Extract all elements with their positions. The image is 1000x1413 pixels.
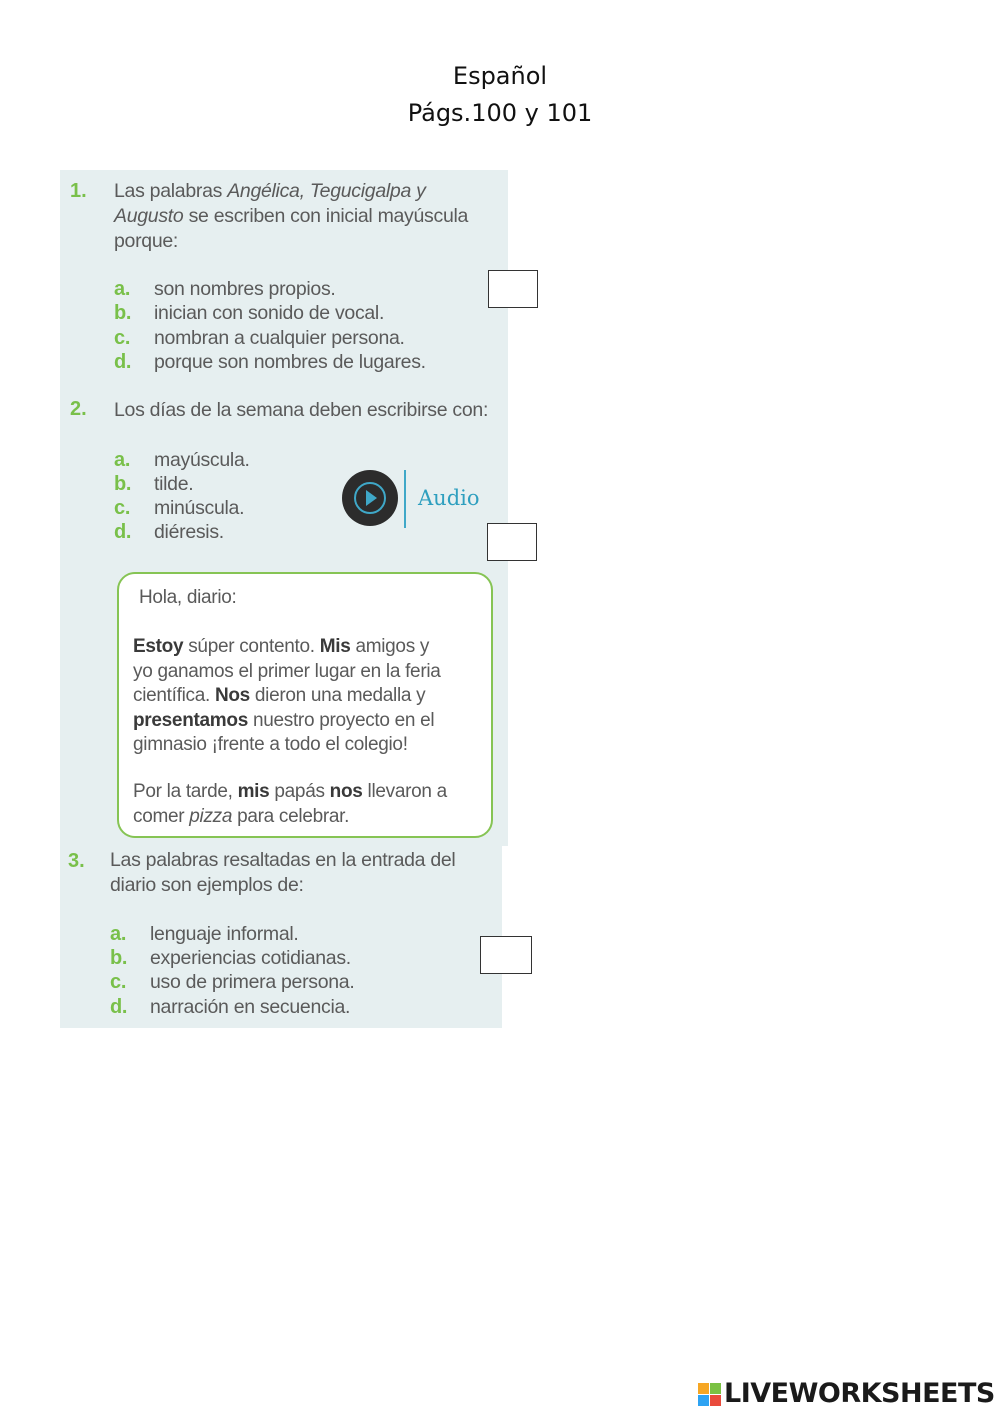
q2-option-c: c. minúscula. bbox=[114, 497, 245, 519]
question-3-text: Las palabras resaltadas en la entrada del diario son ejemplos de: bbox=[110, 849, 456, 896]
question-2-number: 2. bbox=[70, 398, 87, 420]
logo-square-2 bbox=[710, 1383, 721, 1394]
q3-option-a: a. lenguaje informal. bbox=[110, 923, 299, 945]
q2-option-a: a. mayúscula. bbox=[114, 449, 250, 471]
q1-option-d: d. porque son nombres de lugares. bbox=[114, 351, 426, 373]
q3-answer-input[interactable] bbox=[480, 936, 532, 974]
q2-answer-input[interactable] bbox=[487, 523, 537, 561]
question-1-text: Las palabras Angélica, Tegucigalpa y Augusto se escriben con inicial mayúscula porque: bbox=[114, 180, 469, 252]
pages-subtitle: Págs.100 y 101 bbox=[407, 99, 593, 127]
audio-player[interactable] bbox=[342, 470, 492, 528]
name-angelica: Angélica, bbox=[227, 180, 305, 202]
diary-paragraph-2: Por la tarde, mis papás nos llevaron a comer pizza para celebrar. bbox=[133, 781, 447, 827]
subject-title: Español bbox=[452, 62, 548, 90]
q1-option-b: b. inician con sonido de vocal. bbox=[114, 302, 385, 324]
q3-option-d: d. narración en secuencia. bbox=[110, 996, 351, 1018]
question-3-number: 3. bbox=[68, 850, 85, 872]
diary-greeting: Hola, diario: bbox=[139, 587, 237, 608]
logo-squares-icon bbox=[698, 1383, 722, 1407]
q2-option-d: d. diéresis. bbox=[114, 521, 224, 543]
logo-text: LIVEWORKSHEETS bbox=[724, 1378, 995, 1409]
page-header bbox=[0, 58, 1000, 132]
diary-paragraph-1: Estoy súper contento. Mis amigos y yo ganamos el primer lugar en la feria científica. Nos dieron una medalla y presentamos nuestro proyecto en el gimnasio ¡frente a todo el colegio! bbox=[133, 636, 441, 755]
q1-answer-input[interactable] bbox=[488, 270, 538, 308]
liveworksheets-logo[interactable] bbox=[698, 1378, 994, 1410]
logo-square-4 bbox=[710, 1395, 721, 1406]
name-augusto: Augusto bbox=[114, 205, 184, 227]
q1-option-c: c. nombran a cualquier persona. bbox=[114, 327, 405, 349]
question-2-text: Los días de la semana deben escribirse con: bbox=[114, 399, 489, 421]
q3-option-c: c. uso de primera persona. bbox=[110, 971, 355, 993]
q1-option-a: a. son nombres propios. bbox=[114, 278, 336, 300]
play-icon bbox=[366, 490, 377, 506]
q2-option-b: b. tilde. bbox=[114, 473, 194, 495]
logo-square-1 bbox=[698, 1383, 709, 1394]
q3-option-b: b. experiencias cotidianas. bbox=[110, 947, 351, 969]
question-1-number: 1. bbox=[70, 180, 87, 202]
diary-entry-box bbox=[117, 572, 493, 838]
audio-divider bbox=[404, 470, 406, 528]
play-button[interactable] bbox=[342, 470, 398, 526]
logo-square-3 bbox=[698, 1395, 709, 1406]
name-tegucigalpa: Tegucigalpa bbox=[309, 180, 411, 202]
audio-label: Audio bbox=[418, 486, 480, 510]
